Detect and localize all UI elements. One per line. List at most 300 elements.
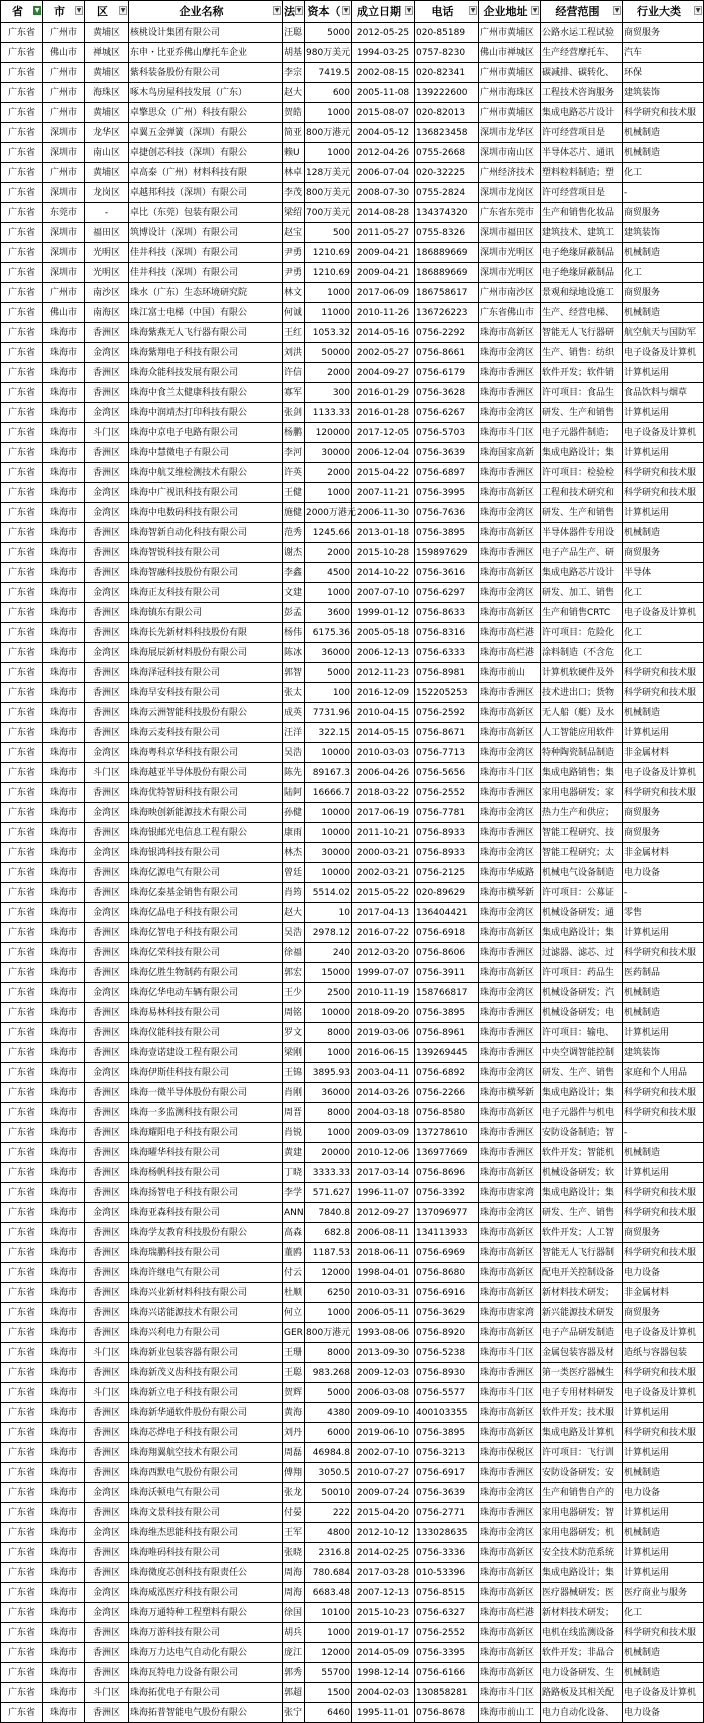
legal-rep-cell[interactable]: 陈先 xyxy=(283,763,305,783)
phone-cell[interactable]: 136726223 xyxy=(415,303,479,323)
capital-cell[interactable]: 5000 xyxy=(305,663,352,683)
province-cell[interactable]: 广东省 xyxy=(1,823,43,843)
district-cell[interactable]: 香洲区 xyxy=(85,1163,129,1183)
address-cell[interactable]: 珠海市香洲区 xyxy=(479,943,541,963)
city-cell[interactable]: 广州市 xyxy=(43,23,85,43)
capital-cell[interactable]: 682.8 xyxy=(305,1223,352,1243)
legal-rep-cell[interactable]: 王少 xyxy=(283,983,305,1003)
capital-cell[interactable]: 1000 xyxy=(305,1123,352,1143)
district-cell[interactable]: 香洲区 xyxy=(85,663,129,683)
address-cell[interactable]: 珠海市香洲区 xyxy=(479,1363,541,1383)
district-cell[interactable]: 香洲区 xyxy=(85,1663,129,1683)
company-name-cell[interactable]: 珠海智锐科技有限公司 xyxy=(129,543,283,563)
legal-rep-cell[interactable]: 李宗 xyxy=(283,63,305,83)
province-cell[interactable]: 广东省 xyxy=(1,1383,43,1403)
phone-cell[interactable]: 0756-7781 xyxy=(415,803,479,823)
business-scope-cell[interactable]: 无人船（艇）及水 xyxy=(541,703,623,723)
business-scope-cell[interactable]: 软件开发；人工智 xyxy=(541,1223,623,1243)
province-cell[interactable]: 广东省 xyxy=(1,1683,43,1703)
address-cell[interactable]: 珠海市金湾区 xyxy=(479,503,541,523)
capital-cell[interactable]: 6683.48 xyxy=(305,1583,352,1603)
company-name-cell[interactable]: 紫科装备股份有限公司 xyxy=(129,63,283,83)
phone-cell[interactable]: 0756-8961 xyxy=(415,1023,479,1043)
company-name-cell[interactable]: 珠海一微半导体股份有限公司 xyxy=(129,1083,283,1103)
founded-date-cell[interactable]: 2015-04-20 xyxy=(352,1503,415,1523)
industry-cell[interactable]: 计算机运用 xyxy=(623,1023,704,1043)
capital-cell[interactable]: 30000 xyxy=(305,843,352,863)
industry-cell[interactable]: 电子设备及计算机 xyxy=(623,603,704,623)
company-name-cell[interactable]: 珠海中航艾维检测技术有限公 xyxy=(129,463,283,483)
province-cell[interactable]: 广东省 xyxy=(1,1323,43,1343)
address-cell[interactable]: 珠海市香洲区 xyxy=(479,363,541,383)
legal-rep-cell[interactable]: 胡基 xyxy=(283,43,305,63)
company-name-cell[interactable]: 珠海紫翔电子科技有限公司 xyxy=(129,343,283,363)
capital-cell[interactable]: 3050.5 xyxy=(305,1463,352,1483)
company-name-cell[interactable]: 珠海中电数码科技有限公司 xyxy=(129,503,283,523)
phone-cell[interactable]: 0756-7636 xyxy=(415,503,479,523)
industry-cell[interactable]: 商贸服务 xyxy=(623,283,704,303)
city-cell[interactable]: 珠海市 xyxy=(43,1643,85,1663)
district-cell[interactable]: 香洲区 xyxy=(85,1543,129,1563)
province-cell[interactable]: 广东省 xyxy=(1,243,43,263)
industry-cell[interactable]: 零售 xyxy=(623,903,704,923)
industry-cell[interactable]: 科学研究和技术服 xyxy=(623,1363,704,1383)
province-cell[interactable]: 广东省 xyxy=(1,623,43,643)
city-cell[interactable]: 珠海市 xyxy=(43,623,85,643)
founded-date-cell[interactable]: 2004-05-12 xyxy=(352,123,415,143)
district-cell[interactable]: 金湾区 xyxy=(85,1523,129,1543)
founded-date-cell[interactable]: 2010-12-06 xyxy=(352,1143,415,1163)
phone-cell[interactable]: 0756-3213 xyxy=(415,1443,479,1463)
founded-date-cell[interactable]: 2009-04-21 xyxy=(352,263,415,283)
founded-date-cell[interactable]: 2006-08-11 xyxy=(352,1223,415,1243)
phone-cell[interactable]: 0756-5656 xyxy=(415,763,479,783)
capital-cell[interactable]: 1210.69 xyxy=(305,243,352,263)
industry-cell[interactable]: 非金属材料 xyxy=(623,1283,704,1303)
city-cell[interactable]: 珠海市 xyxy=(43,1683,85,1703)
address-cell[interactable]: 深圳市龙华区 xyxy=(479,123,541,143)
district-cell[interactable]: 金湾区 xyxy=(85,903,129,923)
address-cell[interactable]: 珠海市金湾区 xyxy=(479,1203,541,1223)
legal-rep-cell[interactable]: 周磊 xyxy=(283,1443,305,1463)
phone-cell[interactable]: 0756-6333 xyxy=(415,643,479,663)
legal-rep-cell[interactable]: 梁绍 xyxy=(283,203,305,223)
province-cell[interactable]: 广东省 xyxy=(1,943,43,963)
capital-cell[interactable]: 1000 xyxy=(305,583,352,603)
legal-rep-cell[interactable]: 李茂 xyxy=(283,183,305,203)
founded-date-cell[interactable]: 2010-11-19 xyxy=(352,983,415,1003)
filter-dropdown-icon[interactable]: ▼ xyxy=(296,6,302,14)
legal-rep-cell[interactable]: 周海 xyxy=(283,1563,305,1583)
business-scope-cell[interactable]: 半导体器件专用设 xyxy=(541,523,623,543)
phone-cell[interactable]: 0756-5238 xyxy=(415,1343,479,1363)
founded-date-cell[interactable]: 1999-01-12 xyxy=(352,603,415,623)
address-cell[interactable]: 珠海市金湾区 xyxy=(479,843,541,863)
company-name-cell[interactable]: 珠海曜华科技有限公司 xyxy=(129,1143,283,1163)
legal-rep-cell[interactable]: 赖U xyxy=(283,143,305,163)
district-cell[interactable]: 香洲区 xyxy=(85,1563,129,1583)
district-cell[interactable]: 南山区 xyxy=(85,143,129,163)
industry-cell[interactable]: 科学研究和技术服 xyxy=(623,783,704,803)
founded-date-cell[interactable]: 2016-01-28 xyxy=(352,403,415,423)
address-cell[interactable]: 广州市黄埔区 xyxy=(479,63,541,83)
legal-rep-cell[interactable]: 肖刚 xyxy=(283,1083,305,1103)
province-cell[interactable]: 广东省 xyxy=(1,1303,43,1323)
founded-date-cell[interactable]: 2002-07-10 xyxy=(352,1443,415,1463)
company-name-cell[interactable]: 珠海新业包装容器有限公司 xyxy=(129,1343,283,1363)
capital-cell[interactable]: 3333.33 xyxy=(305,1163,352,1183)
company-name-cell[interactable]: 珠海亿胜生物制药有限公司 xyxy=(129,963,283,983)
founded-date-cell[interactable]: 1998-12-14 xyxy=(352,1663,415,1683)
address-cell[interactable]: 珠海市金湾区 xyxy=(479,1483,541,1503)
province-cell[interactable]: 广东省 xyxy=(1,763,43,783)
address-cell[interactable]: 珠海市高新区 xyxy=(479,1243,541,1263)
city-cell[interactable]: 珠海市 xyxy=(43,1043,85,1063)
business-scope-cell[interactable]: 安全技术防范系统 xyxy=(541,1543,623,1563)
founded-date-cell[interactable]: 2002-03-21 xyxy=(352,863,415,883)
phone-cell[interactable]: 0756-3895 xyxy=(415,1423,479,1443)
district-cell[interactable]: 金湾区 xyxy=(85,803,129,823)
founded-date-cell[interactable]: 1999-07-07 xyxy=(352,963,415,983)
legal-rep-cell[interactable]: 汪聪 xyxy=(283,23,305,43)
legal-rep-cell[interactable]: 陆阿 xyxy=(283,783,305,803)
capital-cell[interactable]: 2000 xyxy=(305,543,352,563)
capital-cell[interactable]: 2000 xyxy=(305,363,352,383)
address-cell[interactable]: 珠海市高新区 xyxy=(479,1543,541,1563)
district-cell[interactable]: 香洲区 xyxy=(85,1003,129,1023)
address-cell[interactable]: 珠海市香洲区 xyxy=(479,1503,541,1523)
city-cell[interactable]: 珠海市 xyxy=(43,1343,85,1363)
district-cell[interactable]: 香洲区 xyxy=(85,1223,129,1243)
province-cell[interactable]: 广东省 xyxy=(1,723,43,743)
city-cell[interactable]: 珠海市 xyxy=(43,1363,85,1383)
capital-cell[interactable]: 10000 xyxy=(305,1003,352,1023)
province-cell[interactable]: 广东省 xyxy=(1,463,43,483)
business-scope-cell[interactable]: 配电开关控制设备 xyxy=(541,1263,623,1283)
phone-cell[interactable]: 0756-8933 xyxy=(415,843,479,863)
district-cell[interactable]: 光明区 xyxy=(85,243,129,263)
company-name-cell[interactable]: 珠海芯烨电子科技有限公司 xyxy=(129,1423,283,1443)
district-cell[interactable]: 香洲区 xyxy=(85,1243,129,1263)
capital-cell[interactable]: 2000万港元 xyxy=(305,503,352,523)
industry-cell[interactable]: 机械制造 xyxy=(623,1523,704,1543)
industry-cell[interactable]: 计算机运用 xyxy=(623,1403,704,1423)
industry-cell[interactable]: 科学研究和技术服 xyxy=(623,1243,704,1263)
city-cell[interactable]: 珠海市 xyxy=(43,443,85,463)
address-cell[interactable]: 珠海市高新区 xyxy=(479,523,541,543)
company-name-cell[interactable]: 珠海扬智电子科技有限公司 xyxy=(129,1183,283,1203)
capital-cell[interactable]: 1053.32 xyxy=(305,323,352,343)
founded-date-cell[interactable]: 1995-11-01 xyxy=(352,1703,415,1723)
business-scope-cell[interactable]: 许可项目：药品生 xyxy=(541,963,623,983)
founded-date-cell[interactable]: 2018-09-20 xyxy=(352,1003,415,1023)
address-cell[interactable]: 珠海市高新区 xyxy=(479,923,541,943)
district-cell[interactable]: 禅城区 xyxy=(85,43,129,63)
founded-date-cell[interactable]: 2009-07-24 xyxy=(352,1483,415,1503)
phone-cell[interactable]: 130858281 xyxy=(415,1683,479,1703)
address-cell[interactable]: 深圳市龙岗区 xyxy=(479,183,541,203)
founded-date-cell[interactable]: 2006-07-04 xyxy=(352,163,415,183)
industry-cell[interactable]: 环保 xyxy=(623,63,704,83)
province-cell[interactable]: 广东省 xyxy=(1,1023,43,1043)
district-cell[interactable]: 香洲区 xyxy=(85,1103,129,1123)
industry-cell[interactable]: - xyxy=(623,183,704,203)
district-cell[interactable]: 香洲区 xyxy=(85,723,129,743)
business-scope-cell[interactable]: 建筑技术、建筑工 xyxy=(541,223,623,243)
province-cell[interactable]: 广东省 xyxy=(1,183,43,203)
founded-date-cell[interactable]: 2017-06-19 xyxy=(352,803,415,823)
industry-cell[interactable]: 机械制造 xyxy=(623,1463,704,1483)
phone-cell[interactable]: 0756-6969 xyxy=(415,1243,479,1263)
company-name-cell[interactable]: 珠海兴业新材料科技有限公司 xyxy=(129,1283,283,1303)
founded-date-cell[interactable]: 2009-03-09 xyxy=(352,1123,415,1143)
industry-cell[interactable]: 机械制造 xyxy=(623,1003,704,1023)
legal-rep-cell[interactable]: 贺皓 xyxy=(283,103,305,123)
phone-cell[interactable]: 0756-3392 xyxy=(415,1183,479,1203)
company-name-cell[interactable]: 珠海中京电子电路有限公司 xyxy=(129,423,283,443)
phone-cell[interactable]: 186889669 xyxy=(415,243,479,263)
city-cell[interactable]: 珠海市 xyxy=(43,1463,85,1483)
industry-cell[interactable]: 电力设备 xyxy=(623,1263,704,1283)
phone-cell[interactable]: 134374320 xyxy=(415,203,479,223)
founded-date-cell[interactable]: 2010-03-03 xyxy=(352,743,415,763)
legal-rep-cell[interactable]: 李鑫 xyxy=(283,563,305,583)
legal-rep-cell[interactable]: 董鸥 xyxy=(283,1243,305,1263)
company-name-cell[interactable]: 珠海拓优电子有限公司 xyxy=(129,1683,283,1703)
address-cell[interactable]: 珠海市高新区 xyxy=(479,1283,541,1303)
industry-cell[interactable]: 商贸服务 xyxy=(623,823,704,843)
district-cell[interactable]: 香洲区 xyxy=(85,783,129,803)
phone-cell[interactable]: 0756-8316 xyxy=(415,623,479,643)
phone-cell[interactable]: 0756-8671 xyxy=(415,723,479,743)
address-cell[interactable]: 广州经济技术 xyxy=(479,163,541,183)
city-cell[interactable]: 珠海市 xyxy=(43,1623,85,1643)
capital-cell[interactable]: 10100 xyxy=(305,1603,352,1623)
company-name-cell[interactable]: 珠海兴诺能源技术有限公司 xyxy=(129,1303,283,1323)
founded-date-cell[interactable]: 2016-12-09 xyxy=(352,683,415,703)
industry-cell[interactable]: 电子设备及计算机 xyxy=(623,423,704,443)
company-name-cell[interactable]: 珠海西默电气股份有限公司 xyxy=(129,1463,283,1483)
business-scope-cell[interactable]: 生产和销售化妆品 xyxy=(541,203,623,223)
address-cell[interactable]: 珠海市香洲区 xyxy=(479,1463,541,1483)
district-cell[interactable]: 香洲区 xyxy=(85,1123,129,1143)
industry-cell[interactable]: 机械制造 xyxy=(623,303,704,323)
legal-rep-cell[interactable]: 郭宏 xyxy=(283,963,305,983)
capital-cell[interactable]: 5000 xyxy=(305,1383,352,1403)
phone-cell[interactable]: 0756-8580 xyxy=(415,1103,479,1123)
business-scope-cell[interactable]: 集成电路及计算机 xyxy=(541,1423,623,1443)
company-name-cell[interactable]: 珠海优特智厨科技有限公司 xyxy=(129,783,283,803)
city-cell[interactable]: 珠海市 xyxy=(43,1403,85,1423)
district-cell[interactable]: 香洲区 xyxy=(85,1303,129,1323)
company-name-cell[interactable]: 珠海许继电气有限公司 xyxy=(129,1263,283,1283)
capital-cell[interactable]: 4500 xyxy=(305,563,352,583)
capital-cell[interactable]: 780.684 xyxy=(305,1563,352,1583)
business-scope-cell[interactable]: 电子专用材料研发 xyxy=(541,1383,623,1403)
address-cell[interactable]: 珠海市斗门区 xyxy=(479,763,541,783)
district-cell[interactable]: 香洲区 xyxy=(85,603,129,623)
address-cell[interactable]: 珠海市高新区 xyxy=(479,1583,541,1603)
business-scope-cell[interactable]: 公路水运工程试验 xyxy=(541,23,623,43)
capital-cell[interactable]: 1000 xyxy=(305,1623,352,1643)
company-name-cell[interactable]: 珠海易林科技有限公司 xyxy=(129,1003,283,1023)
city-cell[interactable]: 珠海市 xyxy=(43,1083,85,1103)
business-scope-cell[interactable]: 许可项目：输电、 xyxy=(541,1023,623,1043)
district-cell[interactable]: 香洲区 xyxy=(85,623,129,643)
province-cell[interactable]: 广东省 xyxy=(1,123,43,143)
capital-cell[interactable]: 50000 xyxy=(305,343,352,363)
business-scope-cell[interactable]: 机械设备研发；汽 xyxy=(541,983,623,1003)
founded-date-cell[interactable]: 2007-11-21 xyxy=(352,483,415,503)
city-cell[interactable]: 珠海市 xyxy=(43,803,85,823)
phone-cell[interactable]: 186889669 xyxy=(415,263,479,283)
city-cell[interactable]: 珠海市 xyxy=(43,1443,85,1463)
phone-cell[interactable]: 020-32225 xyxy=(415,163,479,183)
company-name-cell[interactable]: 珠海银鸿科技有限公司 xyxy=(129,843,283,863)
legal-rep-cell[interactable]: 徐福 xyxy=(283,943,305,963)
capital-cell[interactable]: 8000 xyxy=(305,1103,352,1123)
business-scope-cell[interactable]: 研发、生产和销售 xyxy=(541,403,623,423)
address-cell[interactable]: 珠海市高新区 xyxy=(479,1423,541,1443)
district-cell[interactable]: 斗门区 xyxy=(85,1383,129,1403)
phone-cell[interactable]: 137096977 xyxy=(415,1203,479,1223)
company-name-cell[interactable]: 珠海映创新能源技术有限公司 xyxy=(129,803,283,823)
company-name-cell[interactable]: 珠海万通特种工程塑料有限公 xyxy=(129,1603,283,1623)
address-cell[interactable]: 珠海市高新区 xyxy=(479,1223,541,1243)
legal-rep-cell[interactable]: 何诚 xyxy=(283,303,305,323)
legal-rep-cell[interactable]: 梁刚 xyxy=(283,1043,305,1063)
founded-date-cell[interactable]: 2010-04-15 xyxy=(352,703,415,723)
city-cell[interactable]: 广州市 xyxy=(43,103,85,123)
district-cell[interactable]: 香洲区 xyxy=(85,463,129,483)
business-scope-cell[interactable]: 软件开发；技术服 xyxy=(541,1403,623,1423)
industry-cell[interactable]: 医药制品 xyxy=(623,963,704,983)
district-cell[interactable]: 金湾区 xyxy=(85,1203,129,1223)
province-cell[interactable]: 广东省 xyxy=(1,1663,43,1683)
industry-cell[interactable]: 科学研究和技术服 xyxy=(623,483,704,503)
business-scope-cell[interactable]: 技术进出口；货物 xyxy=(541,683,623,703)
address-cell[interactable]: 珠海市香洲区 xyxy=(479,1023,541,1043)
company-name-cell[interactable]: 珠海越亚半导体股份有限公司 xyxy=(129,763,283,783)
city-cell[interactable]: 珠海市 xyxy=(43,963,85,983)
phone-cell[interactable]: 0756-8933 xyxy=(415,823,479,843)
company-name-cell[interactable]: 珠海中食兰太健康科技有限公 xyxy=(129,383,283,403)
industry-cell[interactable]: 计算机运用 xyxy=(623,1563,704,1583)
city-cell[interactable]: 广州市 xyxy=(43,163,85,183)
province-cell[interactable]: 广东省 xyxy=(1,1103,43,1123)
industry-cell[interactable]: 电力设备 xyxy=(623,863,704,883)
company-name-cell[interactable]: 珠海亿华电动车辆有限公司 xyxy=(129,983,283,1003)
address-cell[interactable]: 珠海市金湾区 xyxy=(479,1523,541,1543)
address-cell[interactable]: 珠海市香洲区 xyxy=(479,823,541,843)
founded-date-cell[interactable]: 2012-05-25 xyxy=(352,23,415,43)
province-cell[interactable]: 广东省 xyxy=(1,103,43,123)
legal-rep-cell[interactable]: 许信 xyxy=(283,363,305,383)
industry-cell[interactable]: 电力设备 xyxy=(623,1703,704,1723)
phone-cell[interactable]: 0756-6267 xyxy=(415,403,479,423)
address-cell[interactable]: 珠海市香洲区 xyxy=(479,683,541,703)
legal-rep-cell[interactable]: 许英 xyxy=(283,463,305,483)
city-cell[interactable]: 珠海市 xyxy=(43,643,85,663)
capital-cell[interactable]: 89167.3 xyxy=(305,763,352,783)
company-name-cell[interactable]: 珠海万力达电气自动化有限公 xyxy=(129,1643,283,1663)
company-name-cell[interactable]: 珠海壹诺建设工程有限公司 xyxy=(129,1043,283,1063)
district-cell[interactable]: 香洲区 xyxy=(85,1023,129,1043)
company-name-cell[interactable]: 卓高泰（广州）材料科技有限 xyxy=(129,163,283,183)
legal-rep-cell[interactable]: 贺辉 xyxy=(283,1383,305,1403)
province-cell[interactable]: 广东省 xyxy=(1,683,43,703)
industry-cell[interactable]: 计算机运用 xyxy=(623,723,704,743)
province-cell[interactable]: 广东省 xyxy=(1,923,43,943)
company-name-cell[interactable]: 珠海学友教育科技股份有限公 xyxy=(129,1223,283,1243)
district-cell[interactable]: 黄埔区 xyxy=(85,63,129,83)
industry-cell[interactable]: 科学研究和技术服 xyxy=(623,1203,704,1223)
founded-date-cell[interactable]: 2004-03-18 xyxy=(352,1103,415,1123)
industry-cell[interactable]: 计算机运用 xyxy=(623,1443,704,1463)
industry-cell[interactable]: 科学研究和技术服 xyxy=(623,463,704,483)
business-scope-cell[interactable]: 半导体芯片、通讯 xyxy=(541,143,623,163)
address-cell[interactable]: 珠海市香洲区 xyxy=(479,1003,541,1023)
city-cell[interactable]: 珠海市 xyxy=(43,1163,85,1183)
capital-cell[interactable]: 6250 xyxy=(305,1283,352,1303)
province-cell[interactable]: 广东省 xyxy=(1,203,43,223)
founded-date-cell[interactable]: 2002-05-27 xyxy=(352,343,415,363)
founded-date-cell[interactable]: 2017-03-28 xyxy=(352,1563,415,1583)
industry-cell[interactable]: 计算机运用 xyxy=(623,503,704,523)
district-cell[interactable]: 金湾区 xyxy=(85,1583,129,1603)
address-cell[interactable]: 深圳市福田区 xyxy=(479,223,541,243)
city-cell[interactable]: 珠海市 xyxy=(43,503,85,523)
city-cell[interactable]: 珠海市 xyxy=(43,783,85,803)
province-cell[interactable]: 广东省 xyxy=(1,583,43,603)
industry-cell[interactable]: 化工 xyxy=(623,263,704,283)
district-cell[interactable]: 香洲区 xyxy=(85,523,129,543)
district-cell[interactable]: 香洲区 xyxy=(85,1443,129,1463)
company-name-cell[interactable]: 卓翼五金弹簧（深圳）有限公 xyxy=(129,123,283,143)
company-name-cell[interactable]: 珠海中慧微电子有限公司 xyxy=(129,443,283,463)
company-name-cell[interactable]: 佳井科技（深圳）有限公司 xyxy=(129,263,283,283)
company-name-cell[interactable]: 珠海耀阳电子科技有限公司 xyxy=(129,1123,283,1143)
legal-rep-cell[interactable]: 肖筠 xyxy=(283,883,305,903)
industry-cell[interactable]: 计算机运用 xyxy=(623,1543,704,1563)
legal-rep-cell[interactable]: 施健 xyxy=(283,503,305,523)
founded-date-cell[interactable]: 2018-06-11 xyxy=(352,1243,415,1263)
district-cell[interactable]: 香洲区 xyxy=(85,563,129,583)
district-cell[interactable]: 金湾区 xyxy=(85,643,129,663)
address-cell[interactable]: 珠海市金湾区 xyxy=(479,743,541,763)
capital-cell[interactable]: 15000 xyxy=(305,963,352,983)
founded-date-cell[interactable]: 2015-05-22 xyxy=(352,883,415,903)
legal-rep-cell[interactable]: 林文 xyxy=(283,283,305,303)
filter-dropdown-icon[interactable]: ▼ xyxy=(274,6,280,14)
industry-cell[interactable]: 计算机运用 xyxy=(623,923,704,943)
company-name-cell[interactable]: 东申・比亚乔佛山摩托车企业 xyxy=(129,43,283,63)
province-cell[interactable]: 广东省 xyxy=(1,983,43,1003)
phone-cell[interactable]: 0756-3895 xyxy=(415,523,479,543)
business-scope-cell[interactable]: 电机在线监测设备 xyxy=(541,1623,623,1643)
legal-rep-cell[interactable]: 徐国 xyxy=(283,1603,305,1623)
legal-rep-cell[interactable]: 付云 xyxy=(283,1263,305,1283)
company-name-cell[interactable]: 珠海中润靖杰打印科技有限公 xyxy=(129,403,283,423)
business-scope-cell[interactable]: 许可项目：公募证 xyxy=(541,883,623,903)
business-scope-cell[interactable]: 集成电路设计；集 xyxy=(541,443,623,463)
city-cell[interactable]: 珠海市 xyxy=(43,1223,85,1243)
company-name-cell[interactable]: 珠海一多监测科技有限公司 xyxy=(129,1103,283,1123)
province-cell[interactable]: 广东省 xyxy=(1,1123,43,1143)
founded-date-cell[interactable]: 2007-07-10 xyxy=(352,583,415,603)
capital-cell[interactable]: 20000 xyxy=(305,1143,352,1163)
company-name-cell[interactable]: 珠海杨帆科技有限公司 xyxy=(129,1163,283,1183)
